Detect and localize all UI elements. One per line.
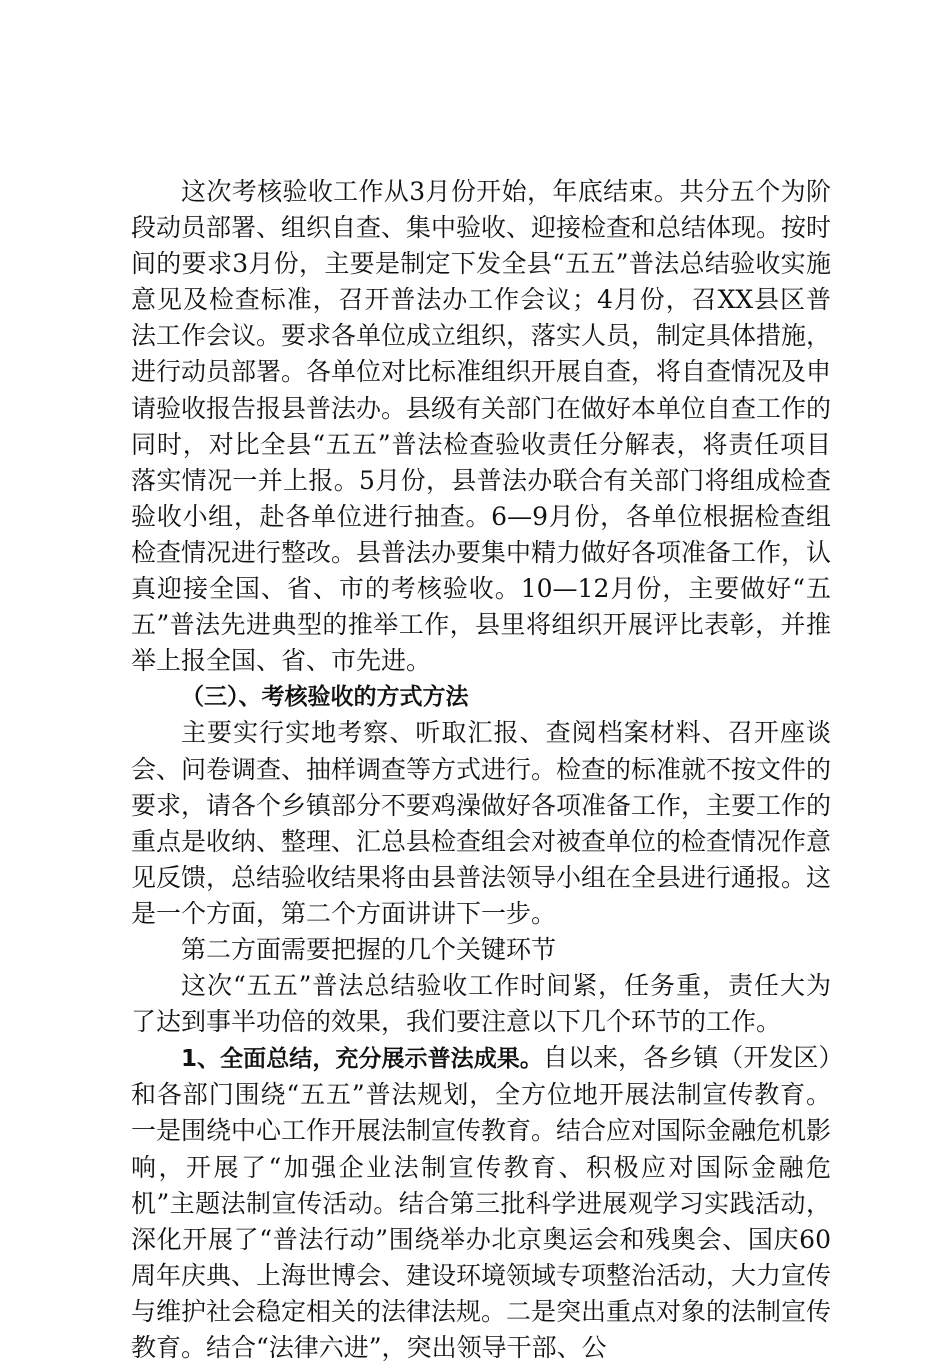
paragraph-summary-achievements	[131, 1040, 831, 1366]
document-body	[131, 174, 831, 1366]
paragraph-methods: 主要实行实地考察、听取汇报、查阅档案材料、召开座谈会、问卷调查、抽样调查等方式进行。检查的标准就不按文件的要求，请各个乡镇部分不要鸡澡做好各项准备工作，主要工作的重点是收纳、整理、汇总县检查组会对被查单位的检查情况作意见反馈，总结验收结果将由县普法领导小组在全县进行通报。这是一个方面，第二个方面讲讲下一步。	[131, 718, 832, 928]
section-heading-methods: （三）、考核验收的方式方法	[181, 684, 469, 711]
paragraph-key-links-intro: 这次“五五”普法总结验收工作时间紧，任务重，责任大为了达到事半功倍的效果，我们要注意以下几个环节的工作。	[131, 971, 831, 1037]
paragraph-schedule: 这次考核验收工作从3月份开始，年底结束。共分五个为阶段动员部署、组织自查、集中验收、迎接检查和总结体现。按时间的要求3月份，主要是制定下发全县“五五”普法总结验收实施意见及检查标准，召开普法办工作会议；4月份，召XX县区普法工作会议。要求各单位成立组织，落实人员，制定具体措施，进行动员部署。各单位对比标准组织开展自查，将自查情况及申请验收报告报县普法办。县级有关部门在做好本单位自查工作的同时，对比全县“五五”普法检查验收责任分解表，将责任项目落实情况一并上报。5月份，县普法办联合有关部门将组成检查验收小组，赴各单位进行抽查。6—9月份，各单位根据检查组检查情况进行整改。县普法办要集中精力做好各项准备工作，认真迎接全国、省、市的考核验收。10—12月份，主要做好“五五”普法先进典型的推举工作，县里将组织开展评比表彰，并推举上报全国、省、市先进。	[131, 177, 832, 676]
paragraph-body-text: 自以来，各乡镇（开发区）和各部门围绕“五五”普法规划，全方位地开展法制宣传教育。一是围绕中心工作开展法制宣传教育。结合应对国际金融危机影响，开展了“加强企业法制宣传教育、积极应对国际金融危机”主题法制宣传活动。结合第三批科学进展观学习实践活动，深化开展了“普法行动”围绕举办北京奥运会和残奥会、国庆60周年庆典、上海世博会、建设环境领域专项整治活动，大力宣传与维护社会稳定相关的法律法规。二是突出重点对象的法制宣传教育。结合“法律六进”，突出领导干部、公	[131, 1043, 832, 1362]
paragraph-second-aspect-title: 第二方面需要把握的几个关键环节	[181, 934, 557, 964]
paragraph-lead-bold: 1、全面总结，充分展示普法成果。	[181, 1046, 543, 1073]
